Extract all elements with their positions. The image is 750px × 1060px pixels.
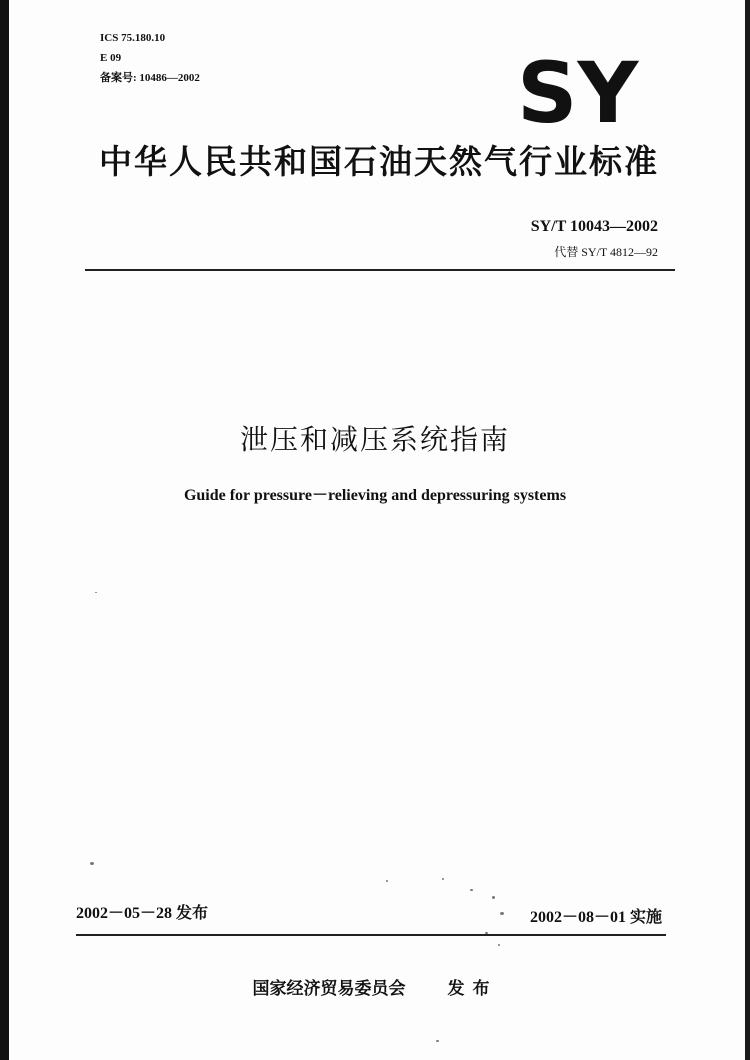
classification-block: [100, 28, 200, 88]
org-title-text: 中华人民共和国石油天然气行业标准: [99, 142, 659, 181]
issuer-line: [0, 974, 750, 999]
header-divider: [85, 269, 675, 271]
issuer-organization: 国家经济贸易委员会: [252, 979, 406, 999]
logo-text: SY: [517, 50, 639, 130]
scan-speck: [485, 932, 488, 934]
sy-logo: [515, 50, 645, 130]
scan-speck: [442, 878, 444, 880]
document-title: 泄压和减压系统指南: [239, 423, 510, 456]
scan-speck: [492, 896, 495, 899]
footer-divider: [76, 934, 666, 936]
issuer-action: 发布: [447, 979, 498, 999]
document-title-english: Guide for pressure－relieving and depressuring systems: [183, 487, 567, 504]
classification-code: E 09: [100, 52, 122, 64]
scan-speck: [95, 592, 97, 593]
issue-date: 2002－05－28 发布: [76, 905, 209, 922]
scan-speck: [386, 880, 388, 882]
replaced-standard: 代替 SY/T 4812—92: [554, 245, 658, 259]
implementation-date: 2002－08－01 实施: [529, 909, 662, 926]
scan-speck: [90, 862, 94, 865]
scan-speck: [436, 1040, 439, 1042]
scan-speck: [498, 944, 500, 946]
scan-speck: [470, 889, 473, 891]
issuing-body-title: [0, 136, 750, 183]
scan-speck: [500, 912, 504, 915]
record-number: 备案号: 10486—2002: [100, 72, 200, 84]
standard-number: SY/T 10043—2002: [530, 218, 658, 235]
ics-code: ICS 75.180.10: [100, 32, 166, 44]
